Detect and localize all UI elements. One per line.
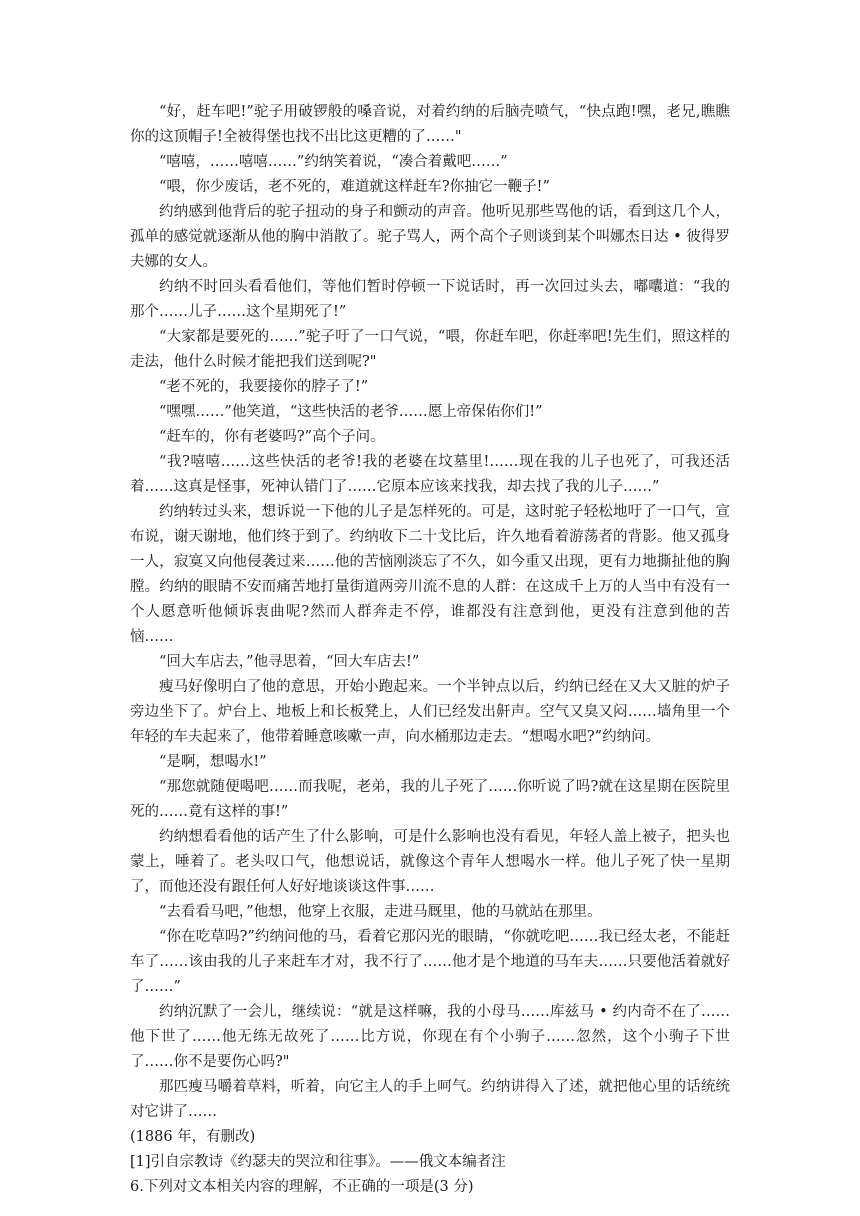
- paragraph: “那您就随便喝吧……而我呢，老弟，我的儿子死了……你听说了吗?就在这星期在医院里死的……竟有这样的事!”: [130, 779, 730, 820]
- paragraph: 瘦马好像明白了他的意思，开始小跑起来。一个半钟点以后，约纳已经在又大又脏的炉子旁边坐下了。炉台上、地板上和长板凳上，人们已经发出鼾声。空气又臭又闷……墙角里一个年轻的车夫起来了，他带着睡意咳嗽一声，向水桶那边走去。“想喝水吧?”约纳问。: [130, 679, 730, 745]
- paragraph: 约纳沉默了一会儿，继续说：“就是这样嘛，我的小母马……库兹马 • 约内奇不在了……他下世了……他无练无故死了……比方说，你现在有个小驹子……忽然，这个小驹子下世了……你不是要伤心吗?": [130, 1004, 730, 1070]
- source-note: (1886 年，有删改): [130, 1129, 256, 1145]
- paragraph: “我?嘻嘻……这些快活的老爷!我的老婆在坟墓里!……现在我的儿子也死了，可我还活着……这真是怪事，死神认错门了……它原本应该来找我，却去找了我的儿子……”: [130, 454, 730, 495]
- paragraph: “大家都是要死的……”驼子吁了一口气说，“喂，你赶车吧，你赶率吧!先生们，照这样的走法，他什么时候才能把我们送到呢?": [130, 329, 730, 370]
- paragraph: 约纳不时回头看看他们，等他们暂时停顿一下说话时，再一次回过头去，嘟囔道：“我的那个……儿子……这个星期死了!”: [130, 279, 730, 320]
- paragraph: “你在吃草吗?”约纳问他的马，看着它那闪光的眼睛，“你就吃吧……我已经太老，不能赶车了……该由我的儿子来赶车才对，我不行了……他才是个地道的马车夫……只要他活着就好了……”: [130, 929, 730, 995]
- question-prompt: 6.下列对文本相关内容的理解，不正确的一项是(3 分): [130, 1179, 474, 1195]
- paragraph: “老不死的，我要接你的脖子了!”: [159, 379, 369, 395]
- paragraph: “是啊，想喝水!”: [159, 754, 267, 770]
- paragraph: 约纳感到他背后的驼子扭动的身子和颤动的声音。他听见那些骂他的话，看到这几个人，孤单的感觉就逐渐从他的胸中消散了。驼子骂人，两个高个子则谈到某个叫娜杰日达 • 彼得罗夫娜的女人。: [130, 204, 730, 270]
- paragraph: “喂，你少废话，老不死的，难道就这样赶车?你抽它一鞭子!”: [159, 179, 550, 195]
- paragraph: “去看看马吧，”他想，他穿上衣服，走进马厩里，他的马就站在那里。: [159, 904, 602, 920]
- paragraph: 约纳转过头来，想诉说一下他的儿子是怎样死的。可是，这时驼子轻松地吁了一口气，宣布说，谢天谢地，他们终于到了。约纳收下二十戈比后，许久地看着游荡者的背影。他又孤身一人，寂寞又向他侵袭过来……他的苦恼刚淡忘了不久，如今重又出现，更有力地撕扯他的胸膛。约纳的眼睛不安而痛苦地打量街道两旁川流不息的人群：在这成千上万的人当中有没有一个人愿意听他倾诉衷曲呢?然而人群奔走不停，谁都没有注意到他，更没有注意到他的苦恼……: [130, 504, 730, 645]
- footnote: [1]引自宗教诗《约瑟夫的哭泣和往事》。——俄文本编者注: [130, 1154, 506, 1170]
- paragraph: “嘻嘻，……嘻嘻……”约纳笑着说，“凑合着戴吧……”: [159, 154, 508, 170]
- paragraph: “好，赶车吧!”驼子用破锣般的嗓音说，对着约纳的后脑壳喷气，“快点跑!嘿，老兄,瞧瞧你的这顶帽子!全被得堡也找不出比这更糟的了……": [130, 104, 730, 145]
- paragraph: “赶车的，你有老婆吗?”高个子问。: [159, 429, 385, 445]
- paragraph: 约纳想看看他的话产生了什么影响，可是什么影响也没有看见，年轻人盖上被子，把头也蒙上，唾着了。老头叹口气，他想说话，就像这个青年人想喝水一样。他儿子死了快一星期了，而他还没有跟任何人好好地谈谈这件事……: [130, 829, 730, 895]
- paragraph: “回大车店去，”他寻思着，“回大车店去!”: [159, 654, 420, 670]
- document-body: [130, 100, 730, 1200]
- paragraph: “嘿嘿……”他笑道，“这些快活的老爷……愿上帝保佑你们!”: [159, 404, 543, 420]
- paragraph: 那匹瘦马嚼着草料，听着，向它主人的手上呵气。约纳讲得入了述，就把他心里的话统统对它讲了……: [130, 1079, 730, 1120]
